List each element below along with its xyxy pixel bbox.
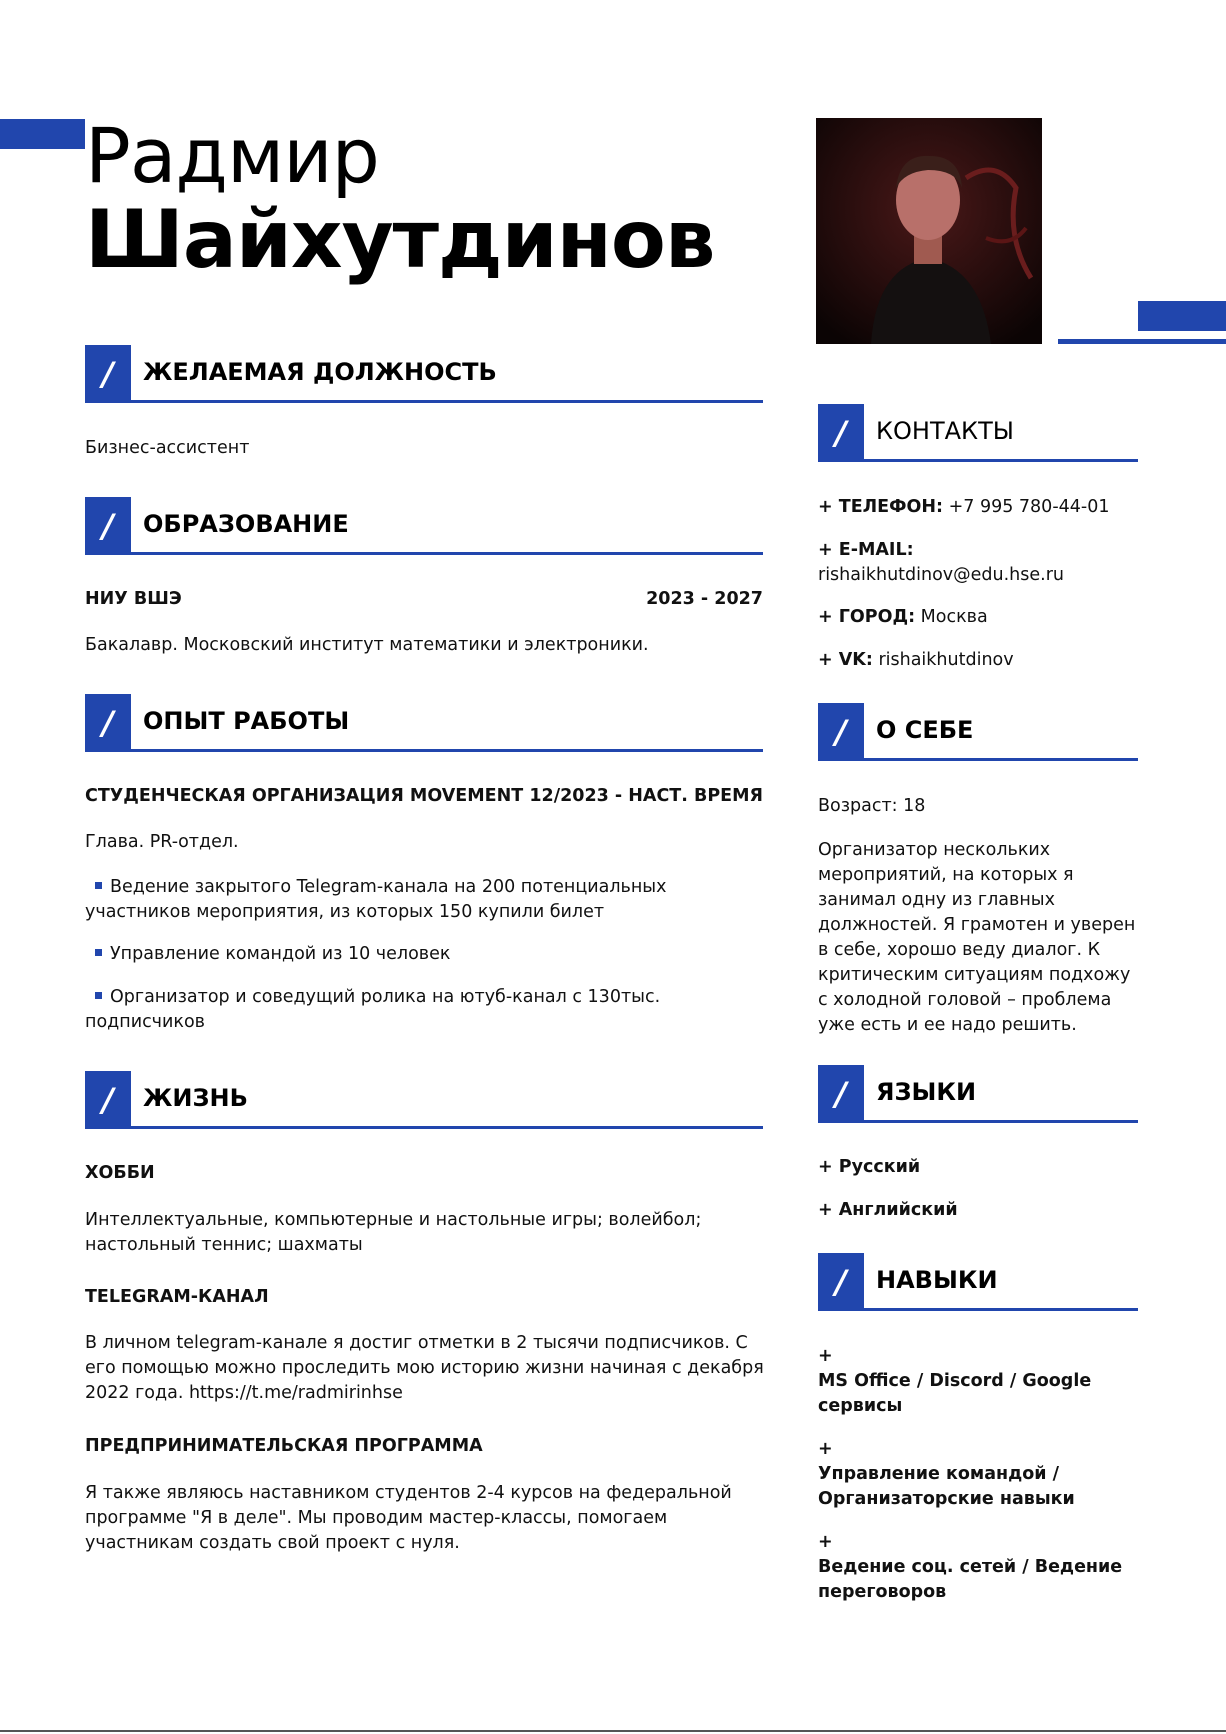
section-underline xyxy=(131,749,763,752)
entrepreneur-text: Я также являюсь наставником студентов 2-4 курсов на федеральной программе "Я в деле". Мы проводим мастер-классы, помогаем участникам создать свой проект с нуля. xyxy=(85,1483,732,1553)
bullet-icon xyxy=(95,992,102,999)
section-position xyxy=(85,345,763,403)
portrait-image xyxy=(816,118,1042,344)
about-age: Возраст: 18 xyxy=(818,796,926,816)
slash-icon: / xyxy=(85,1071,131,1129)
bullet-icon xyxy=(95,949,102,956)
slash-icon: / xyxy=(818,1065,864,1123)
language-item: + Русский xyxy=(818,1157,921,1177)
section-work xyxy=(85,694,763,752)
section-underline xyxy=(131,1126,763,1129)
entrepreneur-title: ПРЕДПРИНИМАТЕЛЬСКАЯ ПРОГРАММА xyxy=(85,1436,483,1456)
contact-vk: + VK: rishaikhutdinov xyxy=(818,650,1014,670)
section-underline xyxy=(131,552,763,555)
telegram-title: TELEGRAM-КАНАЛ xyxy=(85,1287,269,1307)
slash-icon: / xyxy=(85,345,131,403)
first-name: Радмир xyxy=(85,111,379,200)
education-years: 2023 - 2027 xyxy=(646,589,763,609)
section-underline xyxy=(131,400,763,403)
work-period: 12/2023 - НАСТ. ВРЕМЯ xyxy=(529,786,763,806)
section-title: КОНТАКТЫ xyxy=(876,417,1014,445)
section-languages xyxy=(818,1065,1138,1123)
section-underline xyxy=(864,1308,1138,1311)
vk-link[interactable]: rishaikhutdinov xyxy=(878,650,1014,670)
slash-icon: / xyxy=(818,404,864,462)
education-desc: Бакалавр. Московский институт математики и электроники. xyxy=(85,635,649,655)
phone-value[interactable]: +7 995 780-44-01 xyxy=(948,497,1110,517)
skill-item: + Управление командой / Организаторские навыки xyxy=(818,1439,1075,1509)
slash-icon: / xyxy=(85,694,131,752)
section-underline xyxy=(864,1120,1138,1123)
section-about xyxy=(818,703,1138,761)
section-title: ОБРАЗОВАНИЕ xyxy=(143,510,349,538)
list-item: Ведение закрытого Telegram-канала на 200 потенциальных участников мероприятия, из которых 150 купили билет xyxy=(85,877,667,922)
bullet-icon xyxy=(95,882,102,889)
section-title: ОПЫТ РАБОТЫ xyxy=(143,707,350,735)
section-title: ЖЕЛАЕМАЯ ДОЛЖНОСТЬ xyxy=(143,358,497,386)
slash-icon: / xyxy=(818,1253,864,1311)
accent-line-right xyxy=(1058,339,1226,344)
about-text: Организатор нескольких мероприятий, на которых я занимал одну из главных должностей. Я грамотен и уверен в себе, хорошо веду диалог. К критическим ситуациям подхожу с холодной головой – проблема уже есть и ее надо решить. xyxy=(818,840,1136,1035)
contact-phone: + ТЕЛЕФОН: +7 995 780-44-01 xyxy=(818,497,1110,517)
email-link[interactable]: rishaikhutdinov@edu.hse.ru xyxy=(818,565,1065,585)
skill-item: + Ведение соц. сетей / Ведение переговоров xyxy=(818,1532,1123,1602)
section-underline xyxy=(864,758,1138,761)
section-underline xyxy=(864,459,1138,462)
slash-icon: / xyxy=(818,703,864,761)
skill-item: + MS Office / Discord / Google сервисы xyxy=(818,1346,1092,1416)
section-title: ЯЗЫКИ xyxy=(876,1078,977,1106)
section-title: ЖИЗНЬ xyxy=(143,1084,248,1112)
profile-photo xyxy=(816,118,1042,344)
accent-bar-left xyxy=(0,119,85,149)
section-title: НАВЫКИ xyxy=(876,1266,998,1294)
list-item: Управление командой из 10 человек xyxy=(85,942,725,967)
slash-icon: / xyxy=(85,497,131,555)
section-education xyxy=(85,497,763,555)
contact-email: + E-MAIL: rishaikhutdinov@edu.hse.ru xyxy=(818,540,1065,585)
last-name: Шайхутдинов xyxy=(85,193,715,286)
section-title: О СЕБЕ xyxy=(876,716,974,744)
position-value: Бизнес-ассистент xyxy=(85,438,250,458)
contact-city: + ГОРОД: Москва xyxy=(818,607,988,627)
hobby-title: ХОББИ xyxy=(85,1163,155,1183)
page-bottom-border xyxy=(0,1730,1226,1732)
work-org: СТУДЕНЧЕСКАЯ ОРГАНИЗАЦИЯ MOVEMENT xyxy=(85,786,524,806)
education-school: НИУ ВШЭ xyxy=(85,589,182,609)
accent-block-right xyxy=(1138,301,1226,331)
section-life xyxy=(85,1071,763,1129)
telegram-text: В личном telegram-канале я достиг отметки в 2 тысячи подписчиков. С его помощью можно проследить мою историю жизни начиная с декабря 2022 года. https://t.me/radmirinhse xyxy=(85,1333,764,1403)
work-role: Глава. PR-отдел. xyxy=(85,832,239,852)
language-item: + Английский xyxy=(818,1200,958,1220)
hobby-text: Интеллектуальные, компьютерные и настольные игры; волейбол; настольный теннис; шахматы xyxy=(85,1210,702,1255)
section-skills xyxy=(818,1253,1138,1311)
list-item: Организатор и соведущий ролика на ютуб-канал с 130тыс. подписчиков xyxy=(85,987,661,1032)
section-contacts xyxy=(818,404,1138,462)
